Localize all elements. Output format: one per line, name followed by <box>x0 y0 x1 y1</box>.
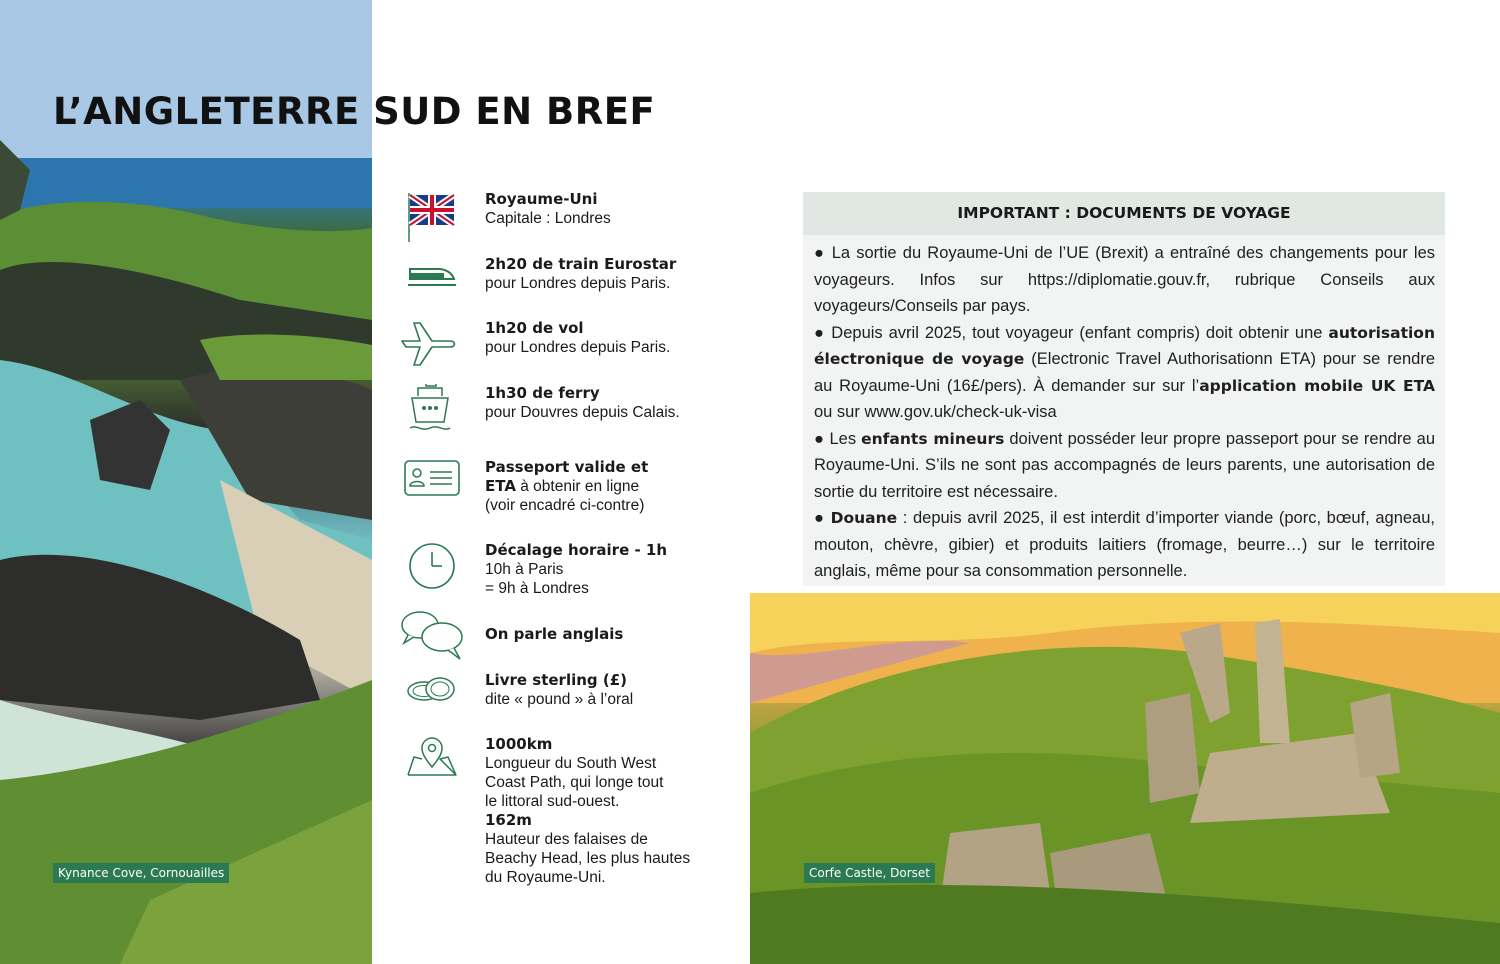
box-body <box>803 235 1445 585</box>
page-title: L’ANGLETERRE SUD EN BREF <box>53 90 656 133</box>
fact-detail: du Royaume-Uni. <box>485 869 606 886</box>
plane-icon <box>400 319 464 375</box>
kynance-cove-photo <box>0 0 372 964</box>
left-photo-caption: Kynance Cove, Cornouailles <box>53 863 229 883</box>
fact-detail: = 9h à Londres <box>485 580 589 597</box>
corfe-castle-photo <box>750 593 1500 964</box>
passport-icon <box>400 458 464 514</box>
map-pin-icon <box>400 735 464 791</box>
fact-detail: (voir encadré ci-contre) <box>485 497 645 514</box>
corfe-castle-illustration <box>750 593 1500 964</box>
fact-heading: Passeport valide et <box>485 458 649 476</box>
fact-detail: Coast Path, qui longe tout <box>485 774 664 791</box>
box-paragraph-minors: ● Les enfants mineurs doivent posséder leur propre passeport pour se rendre au Royaume-Uni. S’ils ne sont pas accompagnés de leurs parents, une autorisation de sortie du territoire est nécessaire. <box>814 429 1435 501</box>
uk-flag-icon <box>400 190 464 246</box>
fact-detail: pour Londres depuis Paris. <box>485 339 671 356</box>
fact-detail: dite « pound » à l’oral <box>485 691 634 708</box>
fact-detail: Capitale : Londres <box>485 210 611 227</box>
fact-heading: 1h30 de ferry <box>485 384 600 402</box>
fact-detail: 10h à Paris <box>485 561 564 578</box>
coins-icon <box>400 671 464 727</box>
box-paragraph-brexit: ● La sortie du Royaume-Uni de l’UE (Brexit) a entraîné des changements pour les voyageurs. Infos sur https://diplomatie.gouv.fr, rubrique Conseils aux voyageurs/Conseils par pays. <box>814 244 1435 315</box>
speech-bubbles-icon <box>400 609 464 665</box>
fact-heading: 1h20 de vol <box>485 319 584 337</box>
travel-documents-box <box>803 192 1445 586</box>
fact-heading: Décalage horaire - 1h <box>485 541 668 559</box>
fact-detail: le littoral sud-ouest. <box>485 793 620 810</box>
box-paragraph-eta: ● Depuis avril 2025, tout voyageur (enfant compris) doit obtenir une autorisation électronique de voyage (Electronic Travel Authorisationn ETA) pour se rendre au Royaume-Uni (16£/pers). À demander sur sur l’application mobile UK ETA ou sur www.gov.uk/check-uk-visa <box>814 323 1436 421</box>
fact-heading: Royaume-Uni <box>485 190 598 208</box>
box-paragraph-customs: ● Douane : depuis avril 2025, il est interdit d’importer viande (porc, bœuf, agneau, mouton, chèvre, gibier) et produits laitiers (fromage, beurre…) sur le territoire anglais, même pour sa consommation personnelle. <box>814 509 1435 580</box>
fact-detail: Hauteur des falaises de <box>485 831 648 848</box>
ferry-icon <box>400 384 464 440</box>
eta-detail: à obtenir en ligne <box>515 478 640 495</box>
right-photo-caption: Corfe Castle, Dorset <box>804 863 935 883</box>
fact-detail: pour Douvres depuis Calais. <box>485 404 680 421</box>
train-icon <box>400 255 464 311</box>
fact-heading-2: 162m <box>485 811 532 829</box>
fact-heading: On parle anglais <box>485 625 624 643</box>
fact-detail: pour Londres depuis Paris. <box>485 275 671 292</box>
fact-detail: Longueur du South West <box>485 755 657 772</box>
box-heading: IMPORTANT : DOCUMENTS DE VOYAGE <box>803 192 1445 235</box>
fact-heading: Livre sterling (£) <box>485 671 628 689</box>
fact-heading: 1000km <box>485 735 553 753</box>
fact-heading: 2h20 de train Eurostar <box>485 255 677 273</box>
eta-label: ETA <box>485 477 516 495</box>
clock-icon <box>400 541 464 597</box>
fact-detail: Beachy Head, les plus hautes <box>485 850 691 867</box>
kynance-cove-illustration <box>0 0 372 964</box>
